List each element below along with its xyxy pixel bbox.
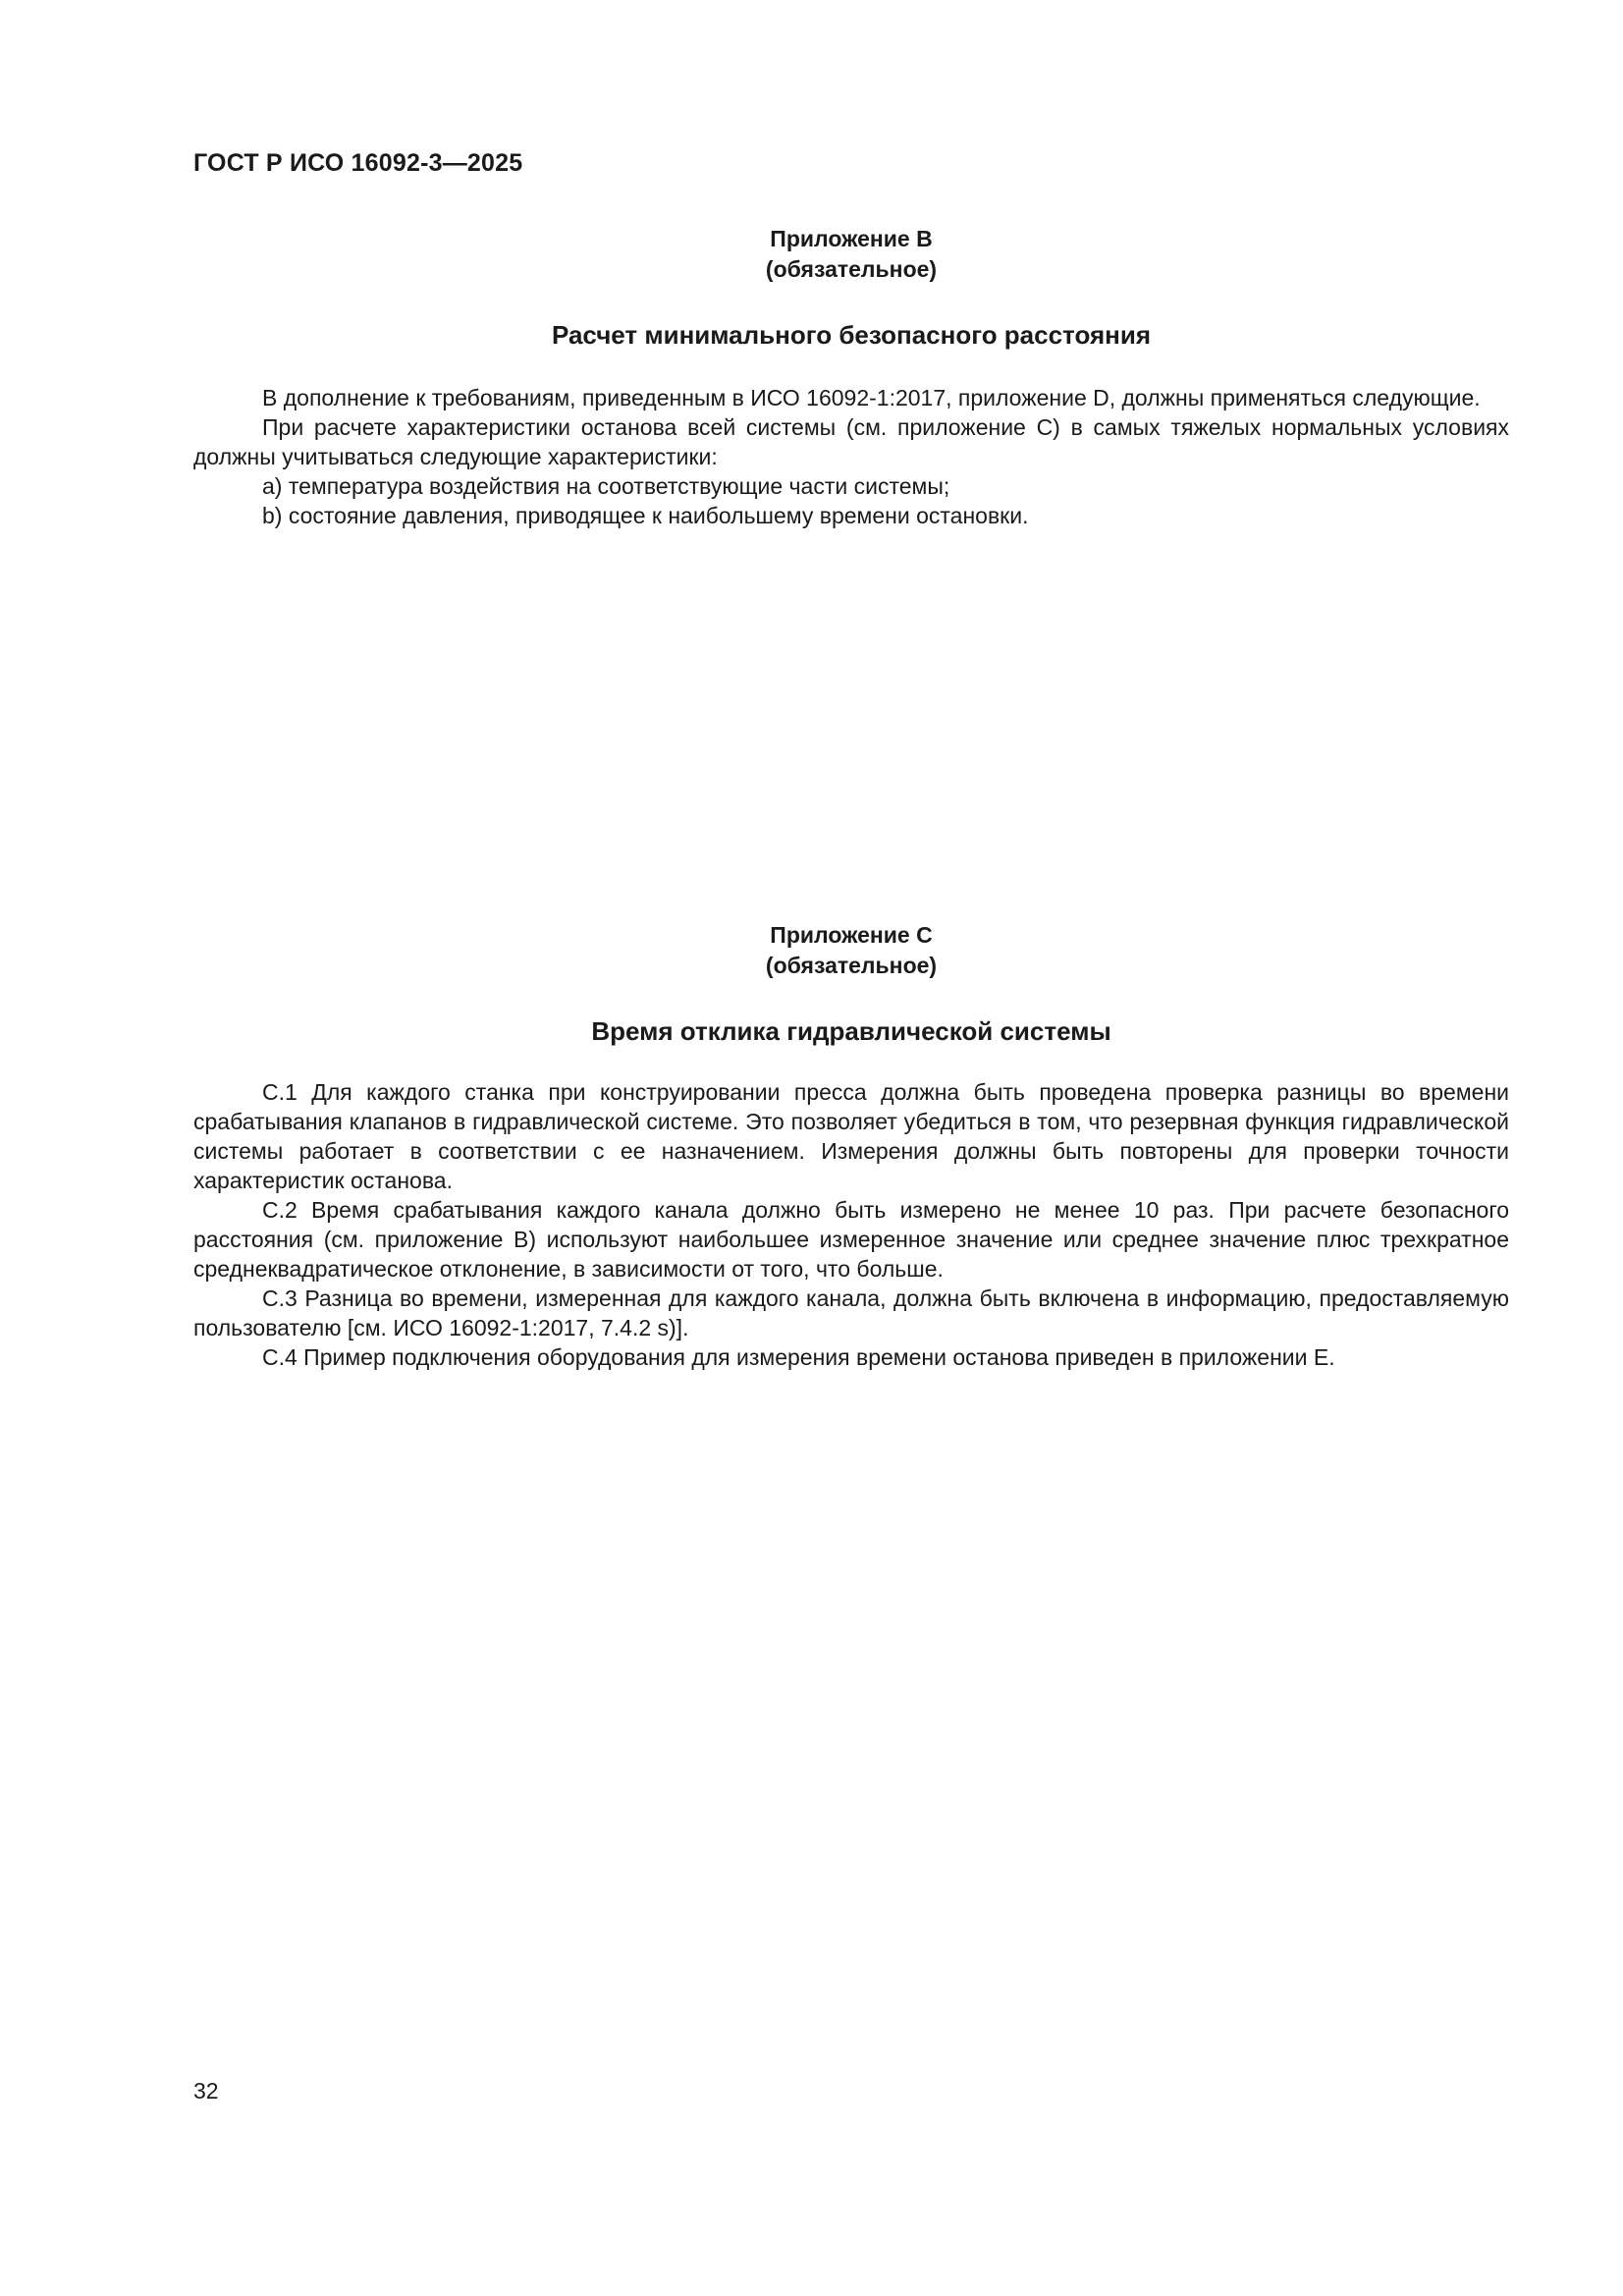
annex-c-clause-1: С.1 Для каждого станка при конструировании пресса должна быть проведена проверка разницы во времени срабатывания клапанов в гидравлической системе. Это позволяет убедиться в том, что резервная функция гидравлической системы работает в соответствии с ее назначением. Измерения должны быть повторены для проверки точности характеристик останова. bbox=[193, 1079, 1509, 1193]
annex-b-title: Расчет минимального безопасного расстояния bbox=[551, 320, 1152, 350]
annex-c-clause-3: С.3 Разница во времени, измеренная для каждого канала, должна быть включена в информацию, предоставляемую пользователю [см. ИСО 16092-1:2017, 7.4.2 s)]. bbox=[193, 1285, 1509, 1340]
annex-c-status: (обязательное) bbox=[765, 953, 938, 978]
annex-c-body bbox=[193, 1077, 1509, 1372]
annex-b-list-item-b: b) состояние давления, приводящее к наибольшему времени остановки. bbox=[262, 503, 1029, 528]
annex-b-paragraph: В дополнение к требованиям, приведенным в ИСО 16092-1:2017, приложение D, должны применяться следующие. bbox=[262, 385, 1481, 410]
annex-b-status: (обязательное) bbox=[765, 256, 938, 282]
annex-b-label: Приложение В bbox=[770, 226, 933, 251]
annex-c-section bbox=[193, 920, 1509, 1370]
annex-c-clause-4: С.4 Пример подключения оборудования для измерения времени останова приведен в приложении Е. bbox=[262, 1344, 1335, 1370]
annex-c-clause-2: С.2 Время срабатывания каждого канала должно быть измерено не менее 10 раз. При расчете безопасного расстояния (см. приложение В) используют наибольшее измеренное значение или среднее значение плюс трехкратное среднеквадратическое отклонение, в зависимости от того, что больше. bbox=[193, 1197, 1509, 1282]
document-header: ГОСТ Р ИСО 16092-3—2025 bbox=[193, 149, 523, 177]
annex-b-list-item-a: a) температура воздействия на соответствующие части системы; bbox=[262, 473, 950, 499]
annex-b-paragraph: При расчете характеристики останова всей системы (см. приложение С) в самых тяжелых нормальных условиях должны учитываться следующие характеристики: bbox=[193, 414, 1509, 469]
annex-b-body bbox=[193, 383, 1509, 530]
page-number: 32 bbox=[193, 2078, 219, 2104]
annex-c-title: Время отклика гидравлической системы bbox=[591, 1016, 1111, 1046]
annex-b-section bbox=[193, 224, 1509, 528]
annex-c-label: Приложение С bbox=[770, 922, 933, 948]
